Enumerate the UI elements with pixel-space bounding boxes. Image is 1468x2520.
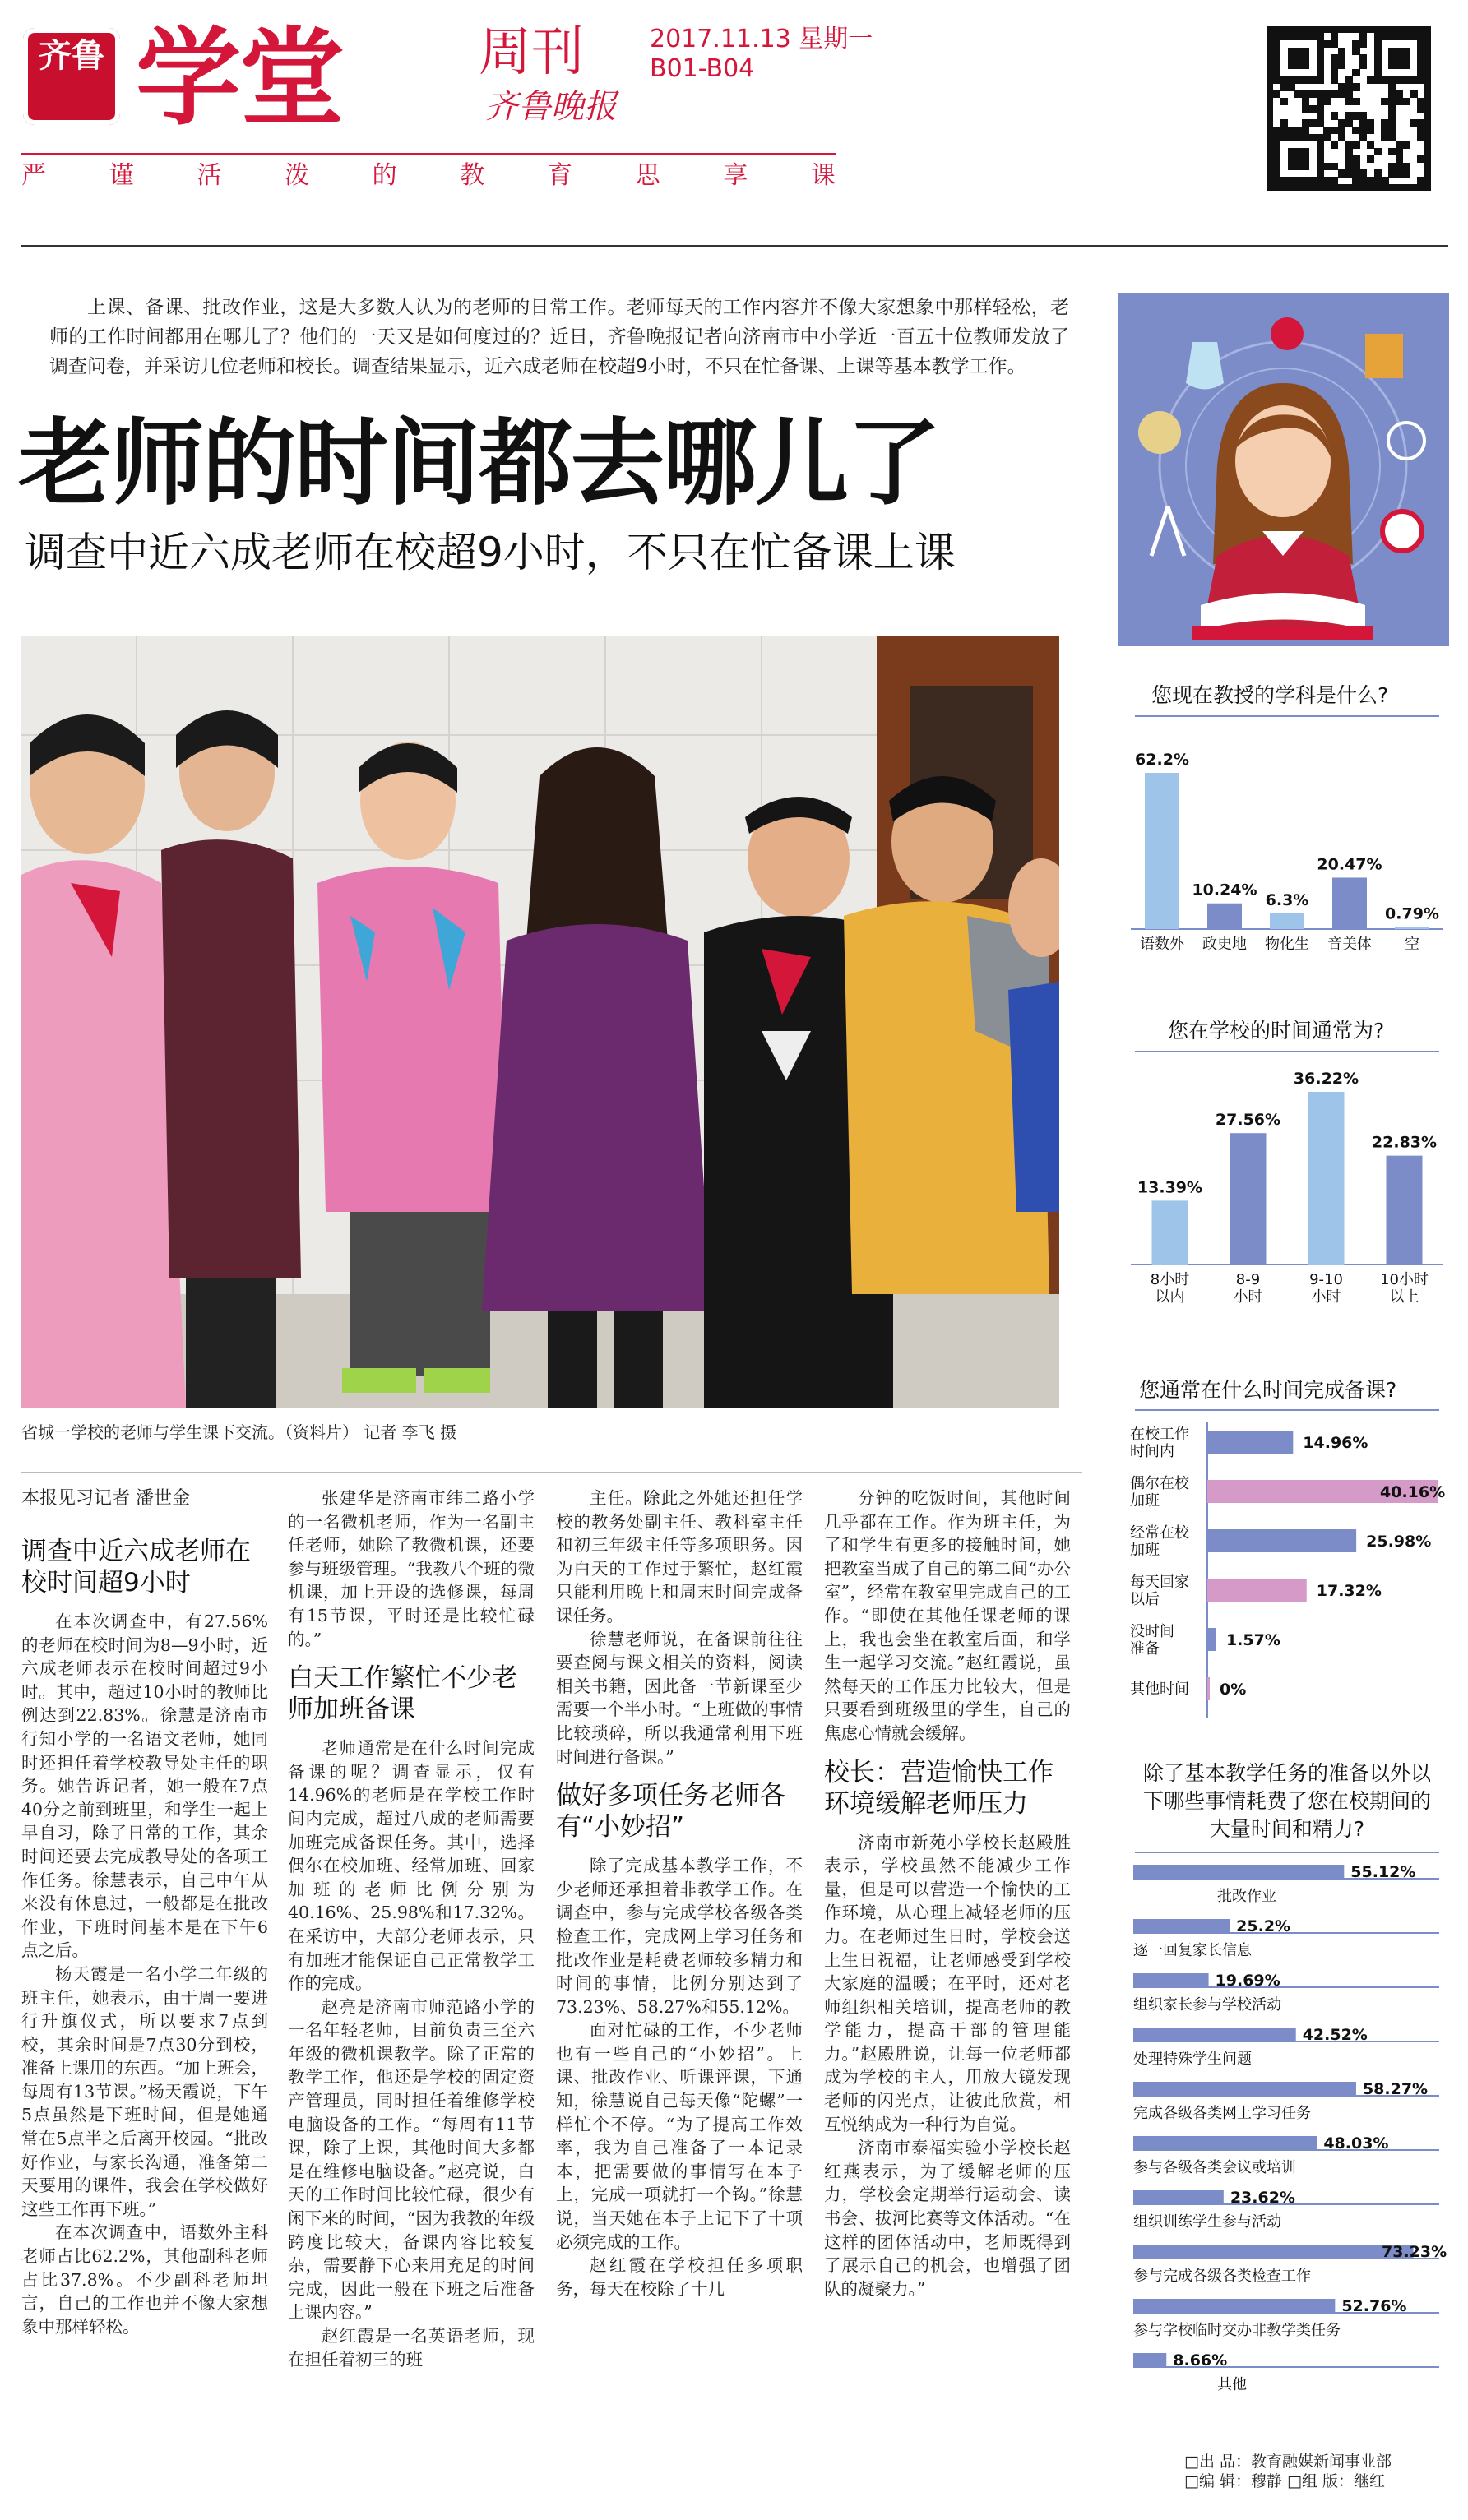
question-rule — [1135, 1409, 1439, 1411]
paragraph: 济南市泰福实验小学校长赵红燕表示，为了缓解老师的压力，学校会定期举行运动会、读书会、拔河比赛等文体活动。“在这样的团体活动中，老师既得到了展示自己的机会，也增强了团队的凝聚力。” — [824, 2138, 1071, 2299]
qr-module — [1381, 177, 1388, 184]
chart-value-label: 25.98% — [1366, 1533, 1432, 1551]
article-column-2 — [288, 1487, 535, 2371]
chart-bar — [1207, 1431, 1293, 1454]
chart-bar — [1133, 2299, 1335, 2312]
chart-value-label: 10.24% — [1192, 881, 1257, 899]
chart-bar — [1207, 1529, 1356, 1552]
photo-illustration — [21, 636, 1059, 1408]
qr-module — [1403, 62, 1410, 69]
qr-module — [1352, 98, 1359, 105]
chart-category-label: 经常在校加班 — [1130, 1524, 1189, 1559]
qr-module — [1323, 98, 1331, 105]
header-divider — [21, 245, 1448, 247]
article-column-1 — [21, 1487, 268, 2338]
chart-category-label: 10小时以上 — [1380, 1271, 1429, 1306]
chart-value-label: 27.56% — [1215, 1111, 1281, 1130]
chart-category-label: 空 — [1405, 936, 1419, 953]
chart-value-label: 52.76% — [1341, 2297, 1407, 2315]
subject-chart — [1127, 724, 1447, 970]
qr-module — [1417, 105, 1424, 113]
slogan-char: 思 — [635, 161, 660, 190]
qr-module — [1352, 69, 1359, 76]
photo-caption: 省城一学校的老师与学生课下交流。（资料片） 记者 李飞 摄 — [21, 1422, 457, 1442]
chart-category-label: 组织训练学生参与活动 — [1133, 2213, 1281, 2231]
chart-category-label: 批改作业 — [1217, 1888, 1276, 1905]
chart-bar — [1133, 2028, 1296, 2041]
sidebar-illustration — [1118, 293, 1449, 646]
chart-bar — [1133, 2082, 1356, 2095]
chart-value-label: 48.03% — [1323, 2134, 1389, 2152]
chart-bar — [1207, 1628, 1216, 1651]
masthead-weekly: 周刊 — [479, 22, 584, 83]
qr-module — [1403, 98, 1410, 105]
chart-bar — [1133, 2136, 1317, 2149]
chart-bar — [1207, 904, 1242, 929]
chart-category-label: 其他 — [1217, 2376, 1247, 2393]
chart-value-label: 42.52% — [1302, 2026, 1368, 2044]
article-intro: 上课、备课、批改作业，这是大多数人认为的老师的日常工作。老师每天的工作内容并不像大家想象中那样轻松，老师的工作时间都用在哪儿了？他们的一天又是如何度过的？近日，齐鲁晚报记者向济南市中小学近一百五十位教师发放了调查问卷，并采访几位老师和校长。调查结果显示，近六成老师在校超9小时，不只在忙备课、上课等基本教学工作。 — [49, 297, 1069, 377]
page-footer — [1184, 2452, 1456, 2491]
qr-module — [1403, 169, 1410, 177]
qr-module — [1338, 62, 1345, 69]
chart-bar — [1207, 1579, 1307, 1602]
column-1-paragraphs — [21, 1610, 268, 2338]
qr-module — [1302, 163, 1309, 170]
chart-bar — [1133, 2190, 1224, 2203]
slogan-char: 享 — [723, 161, 748, 190]
chart-bar — [1133, 2245, 1414, 2258]
qr-code[interactable] — [1267, 26, 1431, 191]
issue-date: 2017.11.13 星期一 — [650, 25, 873, 53]
article-photo — [21, 636, 1059, 1408]
article-column-4 — [824, 1487, 1071, 2300]
chart-category-label: 参与各级各类会议或培训 — [1133, 2159, 1296, 2176]
footer-editors: □编 辑：穆静 □组 版：继红 — [1184, 2472, 1386, 2490]
slogan-char: 教 — [460, 161, 485, 190]
chart-value-label: 20.47% — [1317, 855, 1382, 874]
survey-question-3: 您通常在什么时间完成备课? — [1139, 1378, 1397, 1402]
article-subhead: 调查中近六成老师在校超9小时，不只在忙备课上课 — [25, 529, 956, 576]
chart-value-label: 58.27% — [1362, 2080, 1429, 2098]
paragraph: 徐慧老师说，在备课前往往要查阅与课文相关的资料，阅读相关书籍，因此备一节新课至少需要一个半小时。“上班做的事情比较琐碎，所以我通常利用下班时间进行备课。” — [556, 1629, 803, 1767]
chart-category-label: 逐一回复家长信息 — [1133, 1942, 1252, 1959]
chart-value-label: 0.79% — [1385, 904, 1439, 923]
qr-module — [1417, 155, 1424, 163]
footer-producer: □出 品：教育融媒新闻事业部 — [1184, 2453, 1392, 2471]
logo-seal: 齐鲁 — [23, 28, 120, 125]
chart-category-label: 音美体 — [1327, 936, 1372, 953]
slogan-char: 严 — [21, 161, 46, 190]
article-column-3 — [556, 1487, 803, 2300]
masthead-rule — [21, 153, 836, 155]
survey-question-1: 您现在教授的学科是什么? — [1151, 683, 1389, 707]
chart-value-label: 19.69% — [1215, 1972, 1280, 1990]
paragraph: 老师通常是在什么时间完成备课的呢？调查显示，仅有14.96%的老师是在学校工作时间内完成，超过八成的老师需要加班完成备课任务。其中，选择偶尔在校加班、经常加班、回家加班的老师比例分别为40.16%、25.98%和17.32%。在采访中，大部分老师表示，只有加班才能保证自己正常教学工作的完成。 — [288, 1738, 535, 1994]
masthead-slogan — [21, 161, 836, 191]
chart-category-label: 完成各级各类网上学习任务 — [1133, 2105, 1311, 2122]
qr-module — [1331, 177, 1338, 184]
chart-bar — [1230, 1133, 1267, 1265]
qr-module — [1359, 62, 1367, 69]
palette-icon — [1138, 411, 1181, 454]
survey-question-4: 除了基本教学任务的准备以外以下哪些事情耗费了您在校期间的大量时间和精力? — [1142, 1761, 1431, 1841]
byline: 本报见习记者 潘世金 — [21, 1488, 190, 1509]
chart-bar — [1133, 1919, 1230, 1932]
section-heading: 调查中近六成老师在校时间超9小时 — [21, 1537, 251, 1598]
masthead-paper-name: 齐鲁晚报 — [485, 88, 617, 126]
chart-value-label: 6.3% — [1265, 890, 1309, 909]
chart-value-label: 62.2% — [1135, 751, 1189, 769]
chart-category-label: 8-9 小时 — [1233, 1271, 1263, 1306]
slogan-char: 课 — [810, 161, 836, 190]
column-4-paragraphs-a — [824, 1487, 1071, 1746]
chart-value-label: 55.12% — [1350, 1863, 1416, 1881]
chart-value-label: 36.22% — [1293, 1070, 1359, 1088]
clock-icon — [1382, 511, 1422, 551]
qr-module — [1417, 177, 1424, 184]
qr-module — [1417, 76, 1424, 84]
chart-bar — [1270, 913, 1304, 929]
chart-value-label: 40.16% — [1380, 1483, 1446, 1501]
chart-value-label: 13.39% — [1137, 1178, 1203, 1197]
question-rule — [1135, 715, 1439, 717]
paragraph: 主任。除此之外她还担任学校的教务处副主任、教科室主任和初三年级主任等多项职务。因为白天的工作过于繁忙，赵红霞只能利用晚上和周末时间完成备课任务。 — [556, 1488, 803, 1625]
hours-chart — [1127, 1059, 1447, 1339]
question-rule — [1135, 1852, 1439, 1853]
slogan-char: 泼 — [284, 161, 309, 190]
issue-pages: B01-B04 — [650, 54, 755, 83]
paragraph: 赵红霞是一名英语老师，现在担任着初三的班 — [288, 2326, 535, 2370]
chart-value-label: 25.2% — [1236, 1917, 1291, 1935]
qr-module — [1367, 155, 1374, 163]
flask-icon — [1186, 342, 1224, 390]
chart-bar — [1332, 877, 1367, 929]
paragraph: 在本次调查中，语数外主科老师占比62.2%，其他副科老师占比37.8%。不少副科老师坦言，自己的工作也并不像大家想象中那样轻松。 — [21, 2222, 268, 2337]
paragraph: 济南市新苑小学校长赵殿胜表示，学校虽然不能减少工作量，但是可以营造一个愉快的工作环境，从心理上减轻老师的压力。在老师过生日时，学校会送上生日祝福，让老师感受到学校大家庭的温暖；在平时，还对老师组织相关培训，提高老师的教学能力，提高干部的管理能力。”赵殿胜说，让每一位老师都成为学校的主人，用放大镜发现老师的闪光点，让彼此欣赏，相互悦纳成为一种行为自觉。 — [824, 1832, 1071, 2134]
paragraph: 赵红霞在学校担任多项职务，每天在校除了十几 — [556, 2255, 803, 2299]
chart-value-label: 1.57% — [1225, 1631, 1280, 1649]
chart-category-label: 每天回家以后 — [1130, 1574, 1189, 1608]
qr-module — [1352, 83, 1359, 90]
apple-icon — [1271, 317, 1304, 350]
chart-category-label: 处理特殊学生问题 — [1133, 2051, 1252, 2068]
qr-module — [1374, 148, 1382, 155]
qr-module — [1317, 76, 1324, 84]
qr-module — [1352, 141, 1359, 148]
column-4-paragraphs-b — [824, 1831, 1071, 2301]
column-2-paragraphs-a — [288, 1487, 535, 1651]
chart-category-label: 参与完成各级各类检查工作 — [1133, 2268, 1311, 2285]
slogan-char: 育 — [547, 161, 572, 190]
chart-category-label: 偶尔在校加班 — [1130, 1475, 1189, 1510]
chart-category-label: 政史地 — [1202, 936, 1247, 953]
book-icon — [1365, 334, 1403, 378]
chart-bar — [1152, 1200, 1188, 1265]
qr-module — [1367, 127, 1374, 134]
column-3-paragraphs-a — [556, 1487, 803, 1769]
paragraph: 张建华是济南市纬二路小学的一名微机老师，作为一名副主任老师，她除了教微机课，还要参与班级管理。“我教八个班的微机课，加上开设的选修课，每周有15节课，平时还是比较忙碌的。” — [288, 1488, 535, 1649]
section-heading: 校长：营造愉快工作环境缓解老师压力 — [824, 1757, 1054, 1819]
chart-bar — [1395, 927, 1429, 929]
chart-category-label: 8小时以内 — [1150, 1271, 1190, 1306]
column-3-paragraphs-b — [556, 1854, 803, 2300]
column-2-paragraphs-b — [288, 1736, 535, 2371]
chart-category-label: 在校工作时间内 — [1130, 1426, 1189, 1460]
chart-value-label: 0% — [1220, 1681, 1247, 1699]
qr-module — [1302, 62, 1309, 69]
time-consuming-chart — [1127, 1860, 1449, 2419]
chart-value-label: 8.66% — [1173, 2351, 1228, 2370]
chart-value-label: 17.32% — [1316, 1582, 1382, 1600]
qr-module — [1280, 98, 1288, 105]
prep-time-chart — [1127, 1422, 1447, 1743]
article-headline: 老师的时间都去哪儿了 — [18, 409, 940, 518]
chart-category-label: 9-10 小时 — [1309, 1271, 1343, 1306]
teacher-illustration — [1118, 293, 1449, 646]
paragraph: 赵亮是济南市师范路小学的一名年轻老师，目前负责三至六年级的微机课教学。除了正常的教学工作，他还是学校的固定资产管理员，同时担任着维修学校电脑设备的工作。“每周有11节课，除了上课，其他时间大多都是在维修电脑设备。”赵亮说，白天的工作时间比较忙碌，很少有闲下来的时间，“因为我教的年级跨度比较大，备课内容比较复杂，需要静下心来用充足的时间完成，因此一般在下班之后准备上课内容。” — [288, 1996, 535, 2323]
chart-value-label: 73.23% — [1382, 2243, 1447, 2261]
masthead-title: 学堂 — [136, 17, 344, 140]
paragraph: 杨天霞是一名小学二年级的班主任，她表示，由于周一要进行升旗仪式，所以要求7点到校，其余时间是7点30分到校，准备上课用的东西。“加上班会，每周有13节课。”杨天霞说，下午5点虽然是下班时间，但是她通常在5点半之后离开校园。“批改好作业，与家长沟通，准备第二天要用的课件，我会在学校做好这些工作再下班。” — [21, 1963, 268, 2219]
chart-bar — [1207, 1677, 1210, 1700]
section-heading: 白天工作繁忙不少老师加班备课 — [288, 1663, 517, 1725]
paragraph: 除了完成基本教学工作，不少老师还承担着非教学工作。在调查中，参与完成学校各级各类检查工作，完成网上学习任务和批改作业是耗费老师较多精力和时间的事情，比例分别达到了73.23%、58.27%和55.12%。 — [556, 1856, 803, 2017]
chart-value-label: 22.83% — [1371, 1133, 1438, 1152]
chart-category-label: 参与学校临时交办非教学类任务 — [1133, 2322, 1341, 2339]
chart-value-label: 14.96% — [1303, 1434, 1368, 1452]
chart-bar — [1133, 2353, 1166, 2366]
chart-category-label: 组织家长参与学校活动 — [1133, 1996, 1281, 2014]
chart-category-label: 没时间准备 — [1130, 1623, 1174, 1658]
qr-module — [1403, 141, 1410, 148]
qr-module — [1417, 134, 1424, 141]
paragraph: 在本次调查中，有27.56%的老师在校时间为8—9小时，近六成老师表示在校时间超过9小时。其中，超过10小时的教师比例达到22.83%。徐慧是济南市行知小学的一名语文老师，她同时还担任着学校教导处主任的职务。她告诉记者，她一般在7点40分之前到班里，和学生一起上早自习，除了日常的工作，其余时间还要去完成教导处的各项工作任务。徐慧表示，自己中午从来没有休息过，一般都是在批改作业，下班时间基本是在下午6点之后。 — [21, 1611, 268, 1961]
chart-bar — [1387, 1156, 1423, 1265]
chart-bar — [1145, 773, 1179, 929]
chart-category-label: 其他时间 — [1130, 1681, 1189, 1698]
qr-module — [1331, 141, 1338, 148]
paragraph: 面对忙碌的工作，不少老师也有一些自己的“小妙招”。上课、批改作业、听课评课，下通知，徐慧说自己每天像“陀螺”一样忙个不停。“为了提高工作效率，我为自己准备了一本记录本，把需要做的事情写在本子上，完成一项就打一个钩。”徐慧说，当天她在本子上记下了十项必须完成的工作。 — [556, 2020, 803, 2252]
slogan-char: 谨 — [109, 161, 134, 190]
section-heading: 做好多项任务老师各有“小妙招” — [556, 1781, 785, 1843]
slogan-char: 活 — [197, 161, 222, 190]
paragraph: 分钟的吃饭时间，其他时间几乎都在工作。作为班主任，为了和学生有更多的接触时间，她把教室当成了自己的第二间“办公室”，经常在教室里完成自己的工作。“即使在其他任课老师的课上，我也会坐在教室后面，和学生一起学习交流。”赵红霞说，虽然每天的工作压力比较大，但是只要看到班级里的学生，自己的焦虑心情就会缓解。 — [824, 1488, 1071, 1743]
chart-bar — [1133, 1865, 1344, 1878]
qr-module — [1359, 40, 1367, 48]
column-divider — [21, 1472, 1082, 1473]
chart-category-label: 语数外 — [1140, 936, 1184, 953]
slogan-char: 的 — [372, 161, 397, 190]
chart-bar — [1133, 1973, 1209, 1986]
chart-bar — [1308, 1092, 1345, 1265]
chart-category-label: 物化生 — [1265, 936, 1309, 953]
survey-question-2: 您在学校的时间通常为? — [1168, 1019, 1385, 1043]
chart-value-label: 23.62% — [1230, 2189, 1295, 2207]
question-rule — [1135, 1051, 1439, 1052]
